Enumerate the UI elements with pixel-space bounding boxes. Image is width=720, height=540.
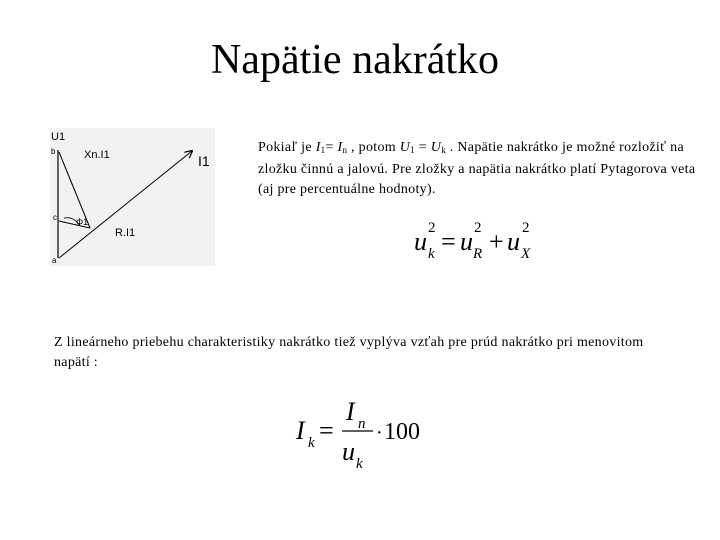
label-a: a bbox=[52, 256, 57, 265]
para1-text: = bbox=[414, 140, 431, 155]
formula-plus: + bbox=[489, 227, 504, 256]
formula-sq: 2 bbox=[474, 220, 482, 236]
short-circuit-current-formula bbox=[292, 395, 432, 475]
i1-vector bbox=[59, 151, 192, 258]
formula-den-sub-k: k bbox=[356, 456, 363, 472]
formula-sub-k: k bbox=[428, 246, 435, 262]
paragraph-short-circuit-current: Z lineárneho priebehu charakteristiky nakrátko tiež vyplýva vzťah pre prúd nakrátko pri menovitom napätí : bbox=[54, 335, 644, 370]
formula-u: u bbox=[460, 227, 473, 256]
var-uk: U bbox=[430, 140, 442, 155]
phasor-diagram-svg bbox=[50, 128, 215, 266]
para1-text: , potom bbox=[347, 140, 400, 155]
label-b: b bbox=[51, 147, 56, 156]
formula-sub-k: k bbox=[308, 435, 315, 451]
formula-eq: = bbox=[319, 416, 334, 445]
para1-text: . Napätie nakrátko je možné rozložiť na zložku činnú a jalovú. Pre zložky a napätia nakrátko platí Pytagorova veta (aj pre percentuálne hodnoty). bbox=[258, 140, 696, 197]
formula-den-u: u bbox=[342, 437, 355, 466]
phasor-diagram bbox=[50, 128, 215, 266]
page-title: Napätie nakrátko bbox=[210, 37, 500, 83]
sub-k: k bbox=[441, 145, 446, 155]
formula-num-i: I bbox=[346, 397, 355, 426]
formula-sq: 2 bbox=[428, 220, 436, 236]
label-phi: Φ1 bbox=[76, 217, 89, 227]
label-c: c bbox=[53, 213, 57, 222]
formula-sub-x: X bbox=[521, 246, 531, 262]
sub-n: n bbox=[342, 145, 348, 155]
var-in: I bbox=[337, 140, 343, 155]
formula-sq: 2 bbox=[522, 220, 530, 236]
para1-text: = bbox=[325, 140, 338, 155]
formula-i: I bbox=[296, 416, 305, 445]
pythagoras-formula bbox=[410, 218, 560, 263]
paragraph-short-circuit-voltage bbox=[258, 138, 698, 200]
label-u1: U1 bbox=[51, 131, 66, 143]
label-i1: I1 bbox=[198, 153, 210, 169]
formula-100: 100 bbox=[384, 419, 420, 445]
formula-dot: · bbox=[376, 422, 383, 444]
var-i1: I bbox=[315, 140, 321, 155]
formula-eq: = bbox=[441, 227, 456, 256]
formula-sub-r: R bbox=[473, 246, 483, 262]
sub-1: 1 bbox=[410, 145, 415, 155]
label-xn: Xn.I1 bbox=[84, 149, 110, 161]
formula-u: u bbox=[507, 227, 520, 256]
label-r: R.I1 bbox=[115, 227, 136, 239]
formula-num-sub-n: n bbox=[358, 416, 366, 432]
formula-u: u bbox=[414, 227, 427, 256]
sub-1: 1 bbox=[320, 145, 326, 155]
para1-text: Pokiaľ je bbox=[258, 140, 316, 155]
var-u1: U bbox=[399, 140, 411, 155]
